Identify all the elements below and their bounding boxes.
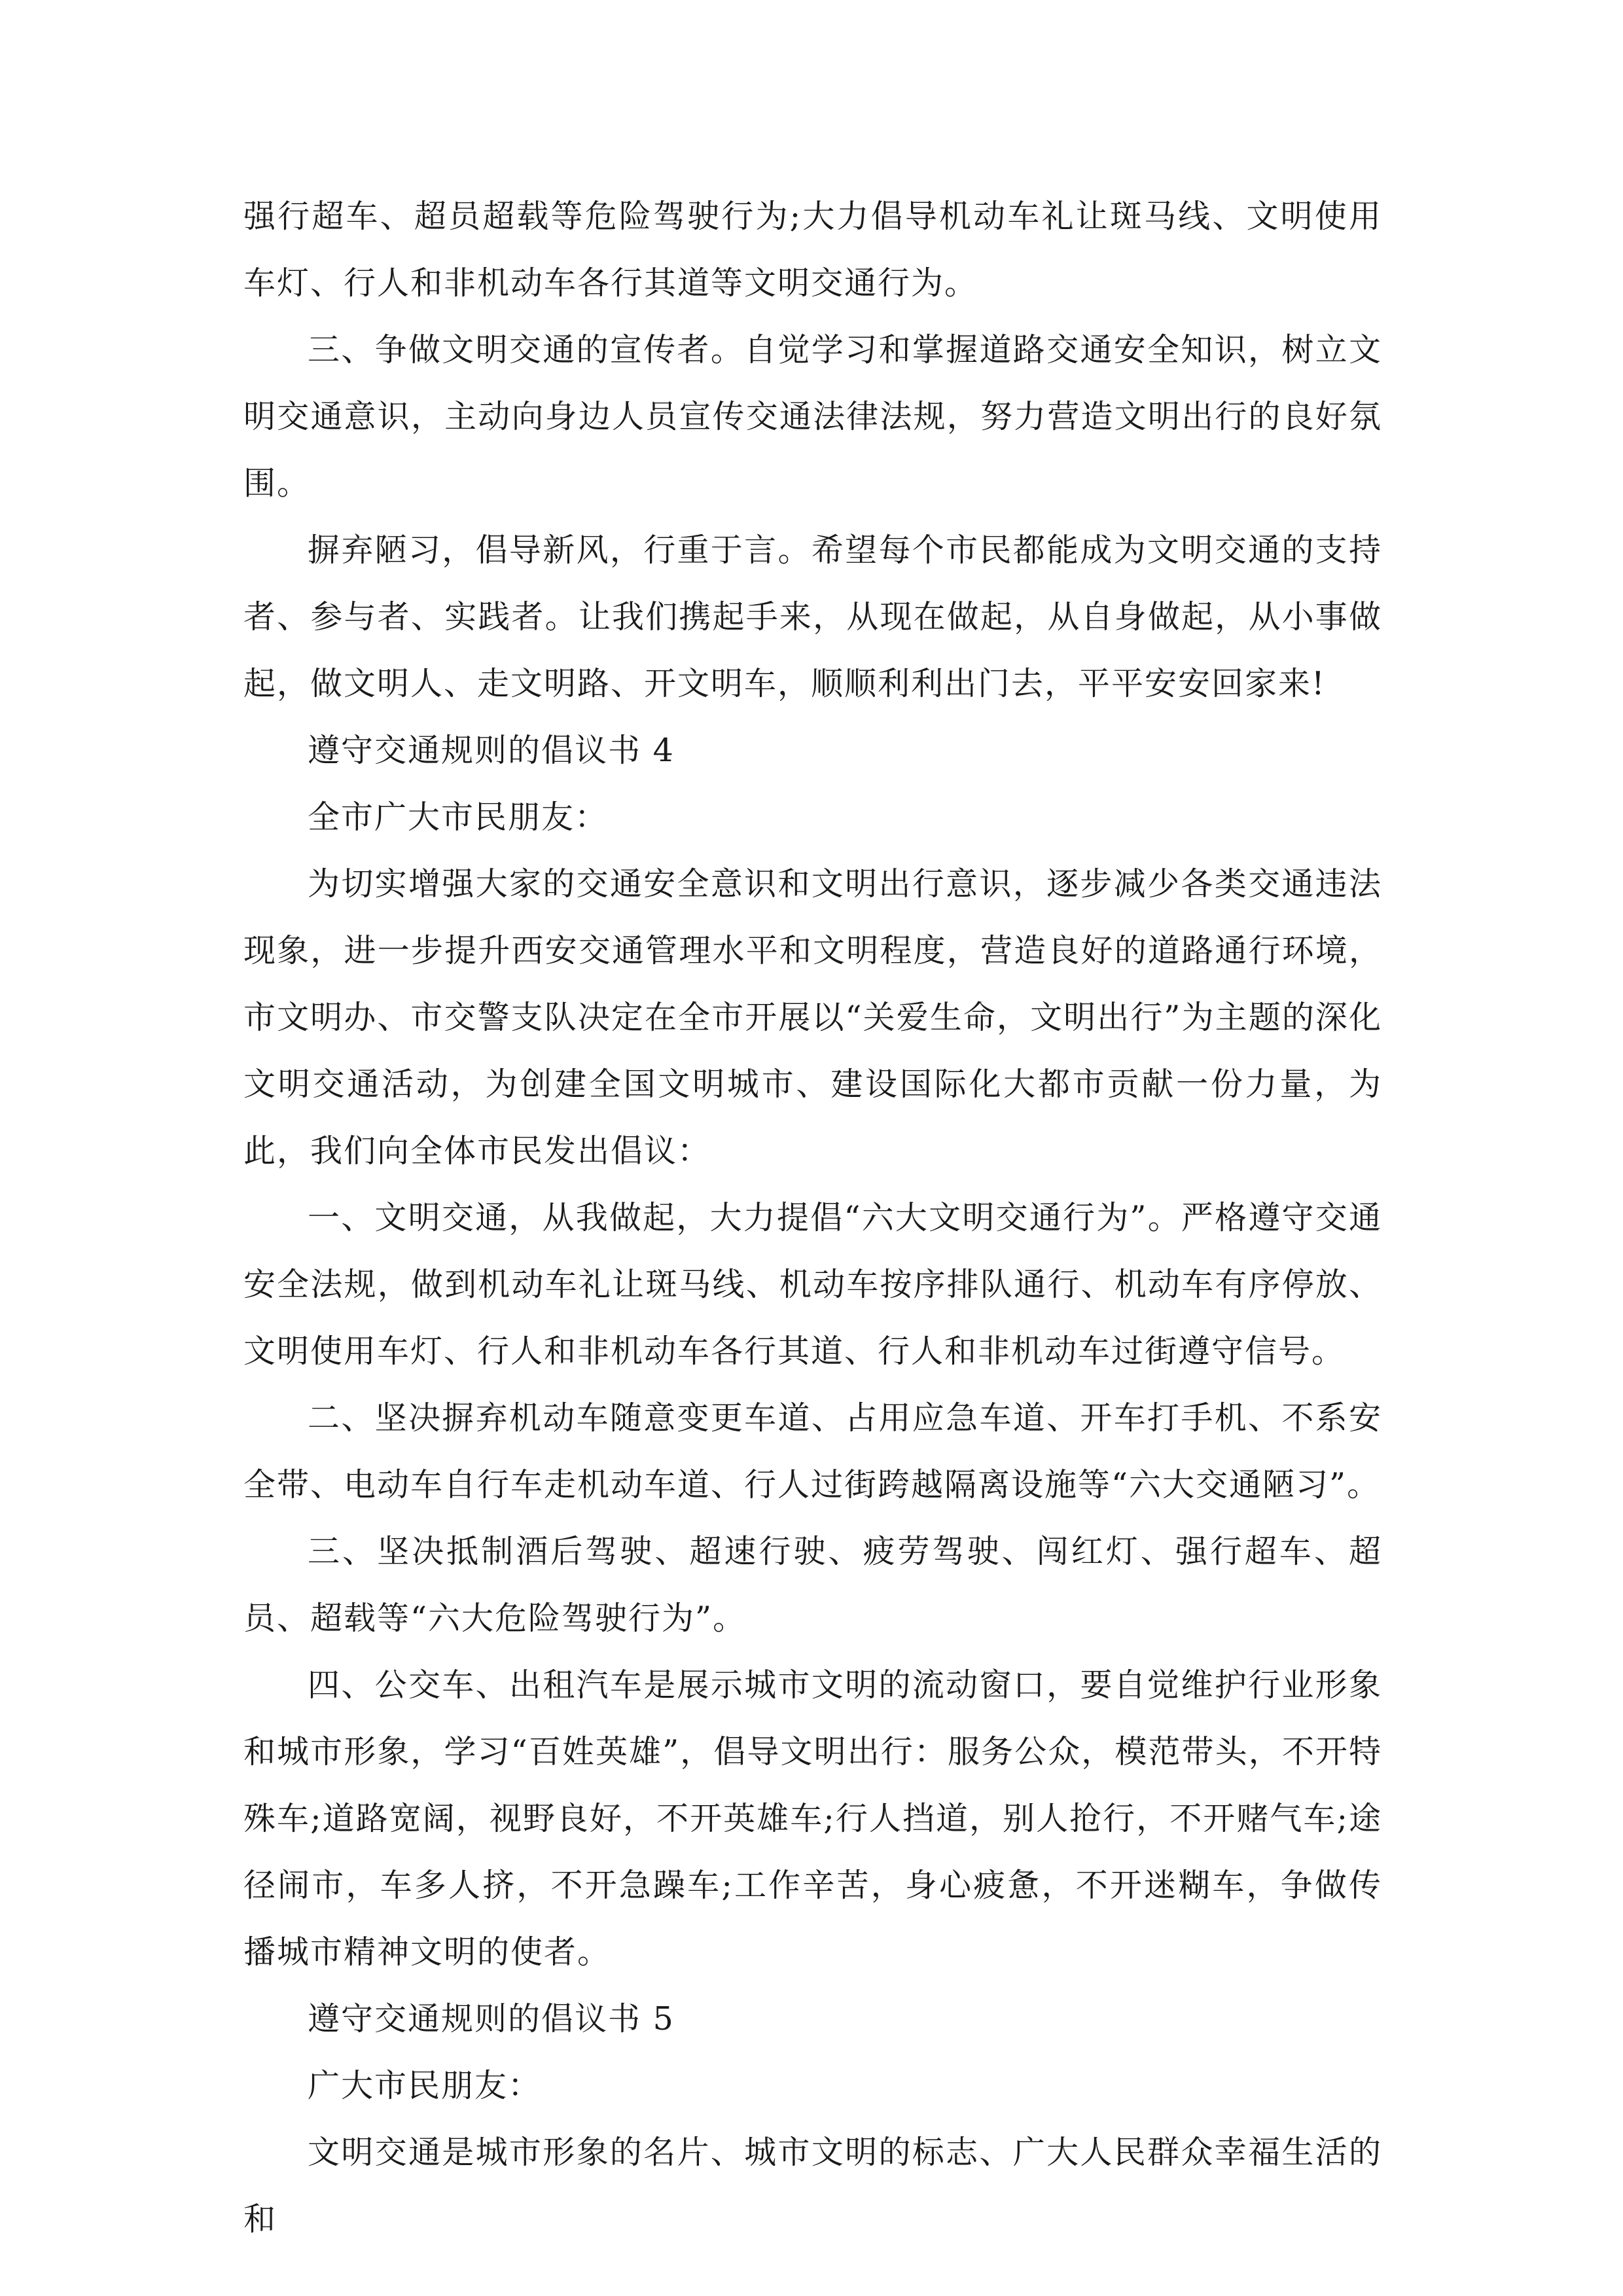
paragraph: 二、坚决摒弃机动车随意变更车道、占用应急车道、开车打手机、不系安全带、电动车自行车走机动车道、行人过街跨越隔离设施等“六大交通陋习”。 <box>243 1399 1382 1503</box>
paragraph: 为切实增强大家的交通安全意识和文明出行意识，逐步减少各类交通违法现象，进一步提升西安交通管理水平和文明程度，营造良好的道路通行环境，市文明办、市交警支队决定在全市开展以“关爱生命，文明出行”为主题的深化文明交通活动，为创建全国文明城市、建设国际化大都市贡献一份力量，为此，我们向全体市民发出倡议： <box>243 865 1382 1170</box>
document-body <box>243 183 1382 2253</box>
paragraph: 一、文明交通，从我做起，大力提倡“六大文明交通行为”。严格遵守交通安全法规，做到机动车礼让斑马线、机动车按序排队通行、机动车有序停放、文明使用车灯、行人和非机动车各行其道、行人和非机动车过街遵守信号。 <box>243 1199 1382 1370</box>
salutation: 全市广大市民朋友： <box>308 798 609 836</box>
paragraph: 强行超车、超员超载等危险驾驶行为;大力倡导机动车礼让斑马线、文明使用车灯、行人和非机动车各行其道等文明交通行为。 <box>243 198 1382 302</box>
paragraph: 文明交通是城市形象的名片、城市文明的标志、广大人民群众幸福生活的和 <box>243 2134 1382 2238</box>
section-heading: 遵守交通规则的倡议书 4 <box>308 732 675 769</box>
salutation: 广大市民朋友： <box>308 2067 542 2104</box>
paragraph: 三、争做文明交通的宣传者。自觉学习和掌握道路交通安全知识，树立文明交通意识，主动向身边人员宣传交通法律法规，努力营造文明出行的良好氛围。 <box>243 331 1382 502</box>
paragraph: 四、公交车、出租汽车是展示城市文明的流动窗口，要自觉维护行业形象和城市形象，学习“百姓英雄”，倡导文明出行：服务公众，模范带头，不开特殊车;道路宽阔，视野良好，不开英雄车;行人挡道，别人抢行，不开赌气车;途径闹市，车多人挤，不开急躁车;工作辛苦，身心疲惫，不开迷糊车，争做传播城市精神文明的使者。 <box>243 1666 1382 1971</box>
section-heading: 遵守交通规则的倡议书 5 <box>308 2000 675 2037</box>
paragraph: 摒弃陋习，倡导新风，行重于言。希望每个市民都能成为文明交通的支持者、参与者、实践者。让我们携起手来，从现在做起，从自身做起，从小事做起，做文明人、走文明路、开文明车，顺顺利利出门去，平平安安回家来! <box>243 531 1382 702</box>
paragraph: 三、坚决抵制酒后驾驶、超速行驶、疲劳驾驶、闯红灯、强行超车、超员、超载等“六大危险驾驶行为”。 <box>243 1533 1382 1637</box>
